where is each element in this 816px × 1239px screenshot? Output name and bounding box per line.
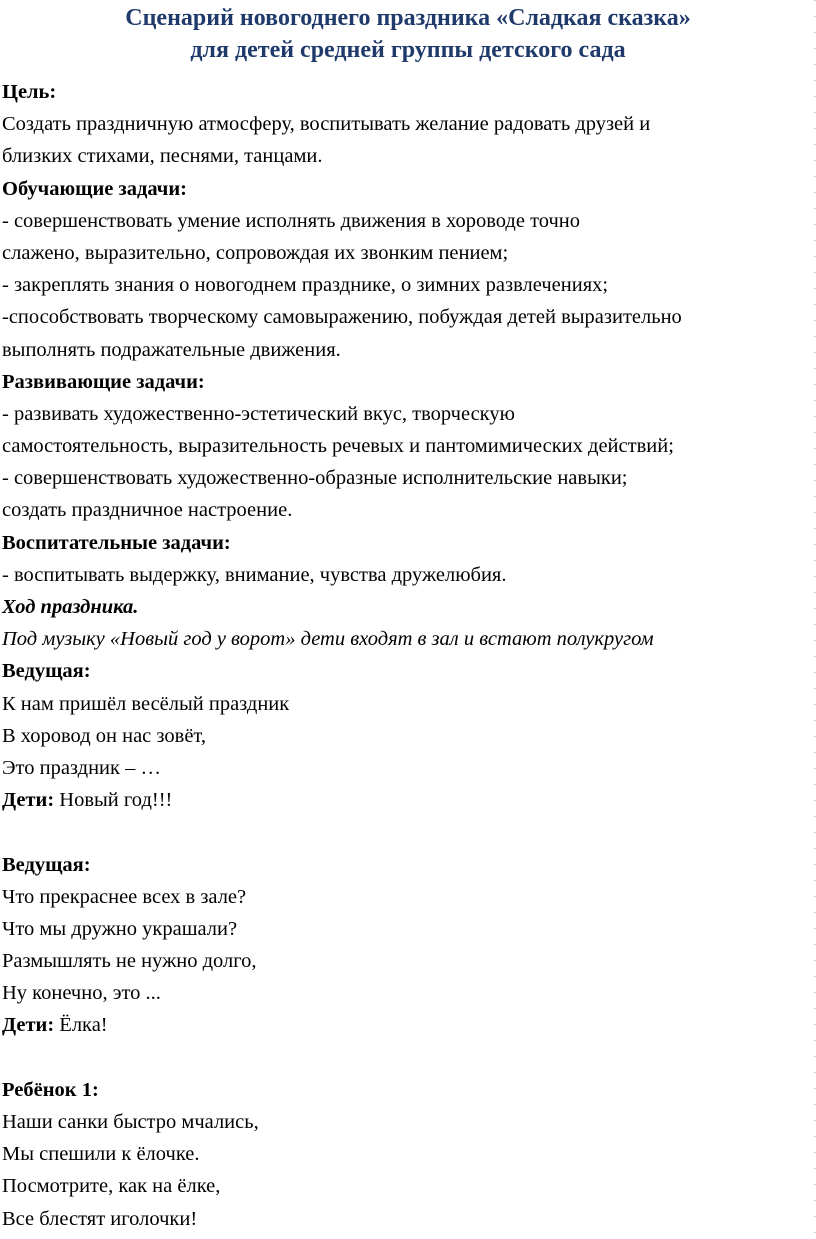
- verse-line: Это праздник – …: [2, 756, 161, 779]
- reply-line: [2, 1009, 816, 1041]
- page-title: [0, 0, 816, 66]
- learning-line: -способствовать творческому самовыражению, побуждая детей выразительно: [2, 306, 682, 329]
- learning-line: - совершенствовать умение исполнять движения в хороводе точно: [2, 209, 581, 232]
- verse-line: Размышлять не нужно долго,: [2, 950, 257, 973]
- developing-line: - развивать художественно-эстетический вкус, творческую: [2, 402, 515, 425]
- developing-line: - совершенствовать художественно-образные исполнительские навыки;: [2, 467, 628, 490]
- reply-speaker: Дети:: [2, 1014, 55, 1037]
- verse-line: К нам пришёл весёлый праздник: [2, 692, 290, 715]
- verse-line: Мы спешили к ёлочке.: [2, 1143, 200, 1166]
- document-body: [0, 66, 816, 1235]
- developing-line: самостоятельность, выразительность речевых и пантомимических действий;: [2, 435, 674, 458]
- upbringing-heading: Воспитательные задачи:: [2, 531, 231, 554]
- reply-text: Новый год!!!: [54, 789, 173, 812]
- blank-line: [2, 1042, 816, 1074]
- blank-line: [2, 816, 816, 848]
- verse-line: Что прекраснее всех в зале?: [2, 885, 247, 908]
- verse-line: Что мы дружно украшали?: [2, 917, 238, 940]
- goal-heading: Цель:: [2, 81, 57, 103]
- course-heading: Ход праздника.: [2, 596, 139, 618]
- reply-speaker: Дети:: [2, 789, 55, 812]
- verse-line: Посмотрите, как на ёлке,: [2, 1175, 221, 1198]
- reply-text: Ёлка!: [54, 1014, 108, 1037]
- reply-line: [2, 784, 816, 816]
- speaker-label: Ребёнок 1:: [2, 1078, 99, 1101]
- learning-line: слажено, выразительно, сопровождая их звонким пением;: [2, 241, 509, 264]
- learning-line: - закреплять знания о новогоднем празднике, о зимних развлечениях;: [2, 274, 609, 297]
- verse-line: Ну конечно, это ...: [2, 982, 161, 1005]
- speaker-label: Ведущая:: [2, 853, 91, 876]
- developing-line: создать праздничное настроение.: [2, 499, 293, 522]
- speaker-label: Ведущая:: [2, 660, 91, 683]
- goal-line: Создать праздничную атмосферу, воспитывать желание радовать друзей и: [2, 113, 651, 136]
- upbringing-line: - воспитывать выдержку, внимание, чувства дружелюбия.: [2, 563, 507, 586]
- learning-line: выполнять подражательные движения.: [2, 338, 341, 361]
- goal-line: близких стихами, песнями, танцами.: [2, 145, 323, 168]
- learning-heading: Обучающие задачи:: [2, 177, 187, 200]
- verse-line: Наши санки быстро мчались,: [2, 1111, 259, 1133]
- verse-line: Все блестят иголочки!: [2, 1207, 198, 1230]
- title-line-2: для детей средней группы детского сада: [190, 37, 626, 63]
- verse-line: В хоровод он нас зовёт,: [2, 724, 206, 747]
- title-line-1: Сценарий новогоднего праздника «Сладкая сказка»: [125, 5, 691, 31]
- developing-heading: Развивающие задачи:: [2, 370, 205, 393]
- stage-direction: Под музыку «Новый год у ворот» дети входят в зал и встают полукругом: [2, 628, 654, 651]
